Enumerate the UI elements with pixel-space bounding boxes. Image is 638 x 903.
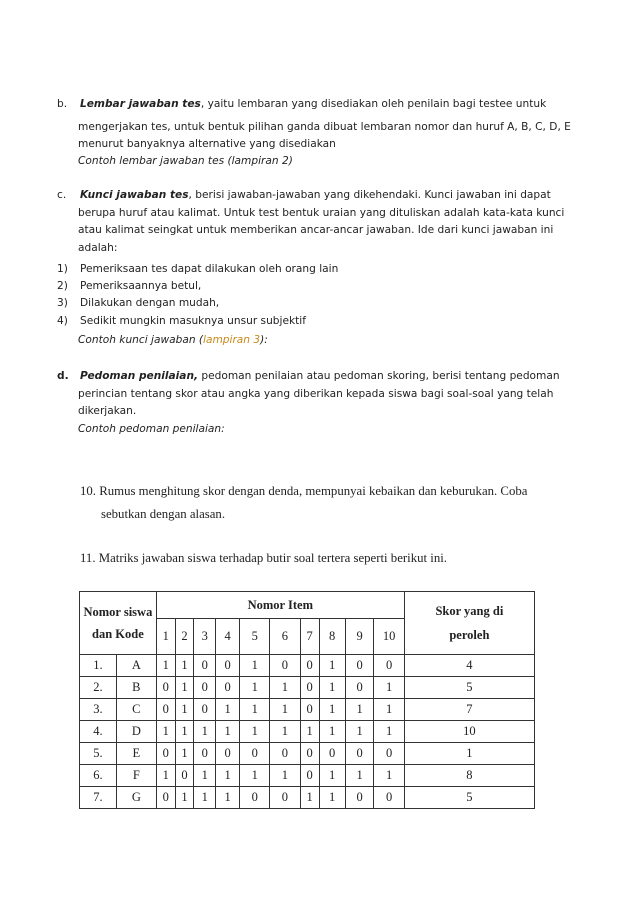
answer-cell: 1 [374, 765, 404, 787]
answer-cell: 1 [216, 721, 240, 743]
item-number: 9 [345, 619, 374, 655]
section-b-line-1-text: , yaitu lembaran yang disediakan oleh penilain bagi testee untuk [200, 98, 547, 110]
answer-cell: 0 [194, 655, 216, 677]
section-c-line-4: adalah: [78, 242, 118, 254]
answer-cell: 1 [300, 787, 319, 809]
table-header-row [80, 592, 535, 619]
answer-cell: 0 [240, 787, 270, 809]
answer-cell: 0 [374, 743, 404, 765]
question-10-line-1: 10. Rumus menghitung skor dengan denda, mempunyai kebaikan dan keburukan. Coba [80, 484, 528, 498]
answer-cell: 0 [270, 655, 301, 677]
section-c-line-1-text: , berisi jawaban-jawaban yang dikehendaki. Kunci jawaban ini dapat [188, 189, 551, 201]
answer-cell: 1 [175, 721, 194, 743]
section-c-line-3: atau kalimat seingkat untuk memberikan ancar-ancar jawaban. Ide dari kunci jawaban ini [78, 224, 554, 236]
answer-cell: 1 [300, 721, 319, 743]
answer-cell: 1 [270, 699, 301, 721]
item-number: 4 [216, 619, 240, 655]
answer-cell: 1 [156, 721, 175, 743]
answer-cell: 0 [194, 699, 216, 721]
table-row [80, 699, 535, 721]
header-items: Nomor Item [156, 592, 404, 619]
question-10-line-2: sebutkan dengan alasan. [101, 507, 226, 521]
answer-cell: 1 [216, 699, 240, 721]
student-code: E [116, 743, 156, 765]
score-cell: 4 [404, 655, 534, 677]
answer-cell: 1 [319, 655, 345, 677]
section-d-term: Pedoman penilaian, [80, 370, 199, 382]
list-item-number: 1) [57, 263, 68, 275]
answer-cell: 0 [374, 787, 404, 809]
section-d-example: Contoh pedoman penilaian: [78, 423, 225, 435]
answer-cell: 1 [319, 677, 345, 699]
row-number: 6. [80, 765, 117, 787]
row-number: 1. [80, 655, 117, 677]
answer-cell: 0 [300, 765, 319, 787]
answer-cell: 0 [175, 765, 194, 787]
score-cell: 5 [404, 677, 534, 699]
item-number: 5 [240, 619, 270, 655]
answer-cell: 0 [300, 655, 319, 677]
item-number: 10 [374, 619, 404, 655]
list-item: Pemeriksaannya betul, [80, 280, 202, 292]
table-row [80, 787, 535, 809]
section-b-line-3: menurut banyaknya alternative yang disediakan [78, 138, 336, 150]
student-code: A [116, 655, 156, 677]
answer-cell: 1 [319, 721, 345, 743]
score-cell: 10 [404, 721, 534, 743]
table-row [80, 721, 535, 743]
answer-cell: 1 [240, 765, 270, 787]
answer-cell: 1 [240, 655, 270, 677]
answer-cell: 1 [345, 699, 374, 721]
row-number: 2. [80, 677, 117, 699]
answer-cell: 0 [345, 655, 374, 677]
list-item-number: 2) [57, 280, 68, 292]
section-d-line-2: perincian tentang skor atau angka yang diberikan kepada siswa bagi soal-soal yang telah [78, 388, 554, 400]
answer-cell: 1 [156, 765, 175, 787]
answer-cell: 1 [175, 743, 194, 765]
answer-cell: 1 [216, 787, 240, 809]
answer-cell: 1 [270, 765, 301, 787]
section-b-term: Lembar jawaban tes [80, 98, 201, 110]
student-code: F [116, 765, 156, 787]
table-row [80, 677, 535, 699]
student-code: G [116, 787, 156, 809]
answer-cell: 1 [345, 721, 374, 743]
item-number: 3 [194, 619, 216, 655]
lampiran-3-link[interactable]: lampiran 3 [203, 334, 261, 346]
answer-cell: 1 [374, 677, 404, 699]
answer-cell: 0 [216, 677, 240, 699]
student-code: B [116, 677, 156, 699]
answer-cell: 0 [194, 743, 216, 765]
score-cell: 7 [404, 699, 534, 721]
answer-cell: 0 [319, 743, 345, 765]
row-number: 3. [80, 699, 117, 721]
section-c-example-prefix: Contoh kunci jawaban ( [78, 334, 204, 346]
row-number: 7. [80, 787, 117, 809]
answer-cell: 1 [194, 721, 216, 743]
list-item-number: 3) [57, 297, 68, 309]
answer-cell: 0 [240, 743, 270, 765]
score-cell: 5 [404, 787, 534, 809]
table-row [80, 743, 535, 765]
answer-cell: 1 [156, 655, 175, 677]
header-student: Nomor siswa dan Kode [80, 592, 157, 655]
answer-cell: 0 [374, 655, 404, 677]
score-cell: 8 [404, 765, 534, 787]
answer-matrix-table [79, 591, 535, 809]
item-number: 2 [175, 619, 194, 655]
answer-cell: 0 [156, 699, 175, 721]
answer-cell: 1 [175, 787, 194, 809]
section-d-line-1 [80, 370, 560, 382]
answer-cell: 1 [374, 721, 404, 743]
section-c-example [78, 334, 268, 346]
list-item-number: 4) [57, 315, 68, 327]
answer-cell: 0 [345, 787, 374, 809]
section-c-marker: c. [57, 189, 67, 201]
answer-cell: 0 [345, 743, 374, 765]
row-number: 4. [80, 721, 117, 743]
table-row [80, 765, 535, 787]
section-b-example: Contoh lembar jawaban tes (lampiran 2) [78, 155, 293, 167]
answer-cell: 1 [270, 677, 301, 699]
answer-cell: 0 [345, 677, 374, 699]
section-c-example-suffix: ): [260, 334, 268, 346]
answer-cell: 1 [194, 787, 216, 809]
answer-cell: 0 [270, 787, 301, 809]
item-number: 7 [300, 619, 319, 655]
answer-cell: 1 [374, 699, 404, 721]
section-b-line-2: mengerjakan tes, untuk bentuk pilihan ganda dibuat lembaran nomor dan huruf A, B, C, D, E [78, 121, 571, 133]
student-code: C [116, 699, 156, 721]
answer-cell: 1 [240, 677, 270, 699]
answer-cell: 0 [216, 655, 240, 677]
section-c-line-1 [80, 189, 551, 201]
section-c-term: Kunci jawaban tes [80, 189, 189, 201]
answer-cell: 1 [319, 699, 345, 721]
answer-cell: 1 [319, 765, 345, 787]
list-item: Sedikit mungkin masuknya unsur subjektif [80, 315, 306, 327]
section-b-line-1 [80, 98, 546, 110]
answer-cell: 1 [175, 677, 194, 699]
item-number: 1 [156, 619, 175, 655]
item-number: 6 [270, 619, 301, 655]
item-number: 8 [319, 619, 345, 655]
answer-cell: 0 [156, 677, 175, 699]
answer-cell: 1 [194, 765, 216, 787]
score-cell: 1 [404, 743, 534, 765]
answer-cell: 0 [156, 787, 175, 809]
answer-cell: 1 [175, 699, 194, 721]
answer-cell: 1 [240, 699, 270, 721]
answer-cell: 0 [300, 699, 319, 721]
answer-cell: 1 [270, 721, 301, 743]
list-item: Dilakukan dengan mudah, [80, 297, 220, 309]
row-number: 5. [80, 743, 117, 765]
table-row [80, 655, 535, 677]
section-b-marker: b. [57, 98, 68, 110]
list-item: Pemeriksaan tes dapat dilakukan oleh orang lain [80, 263, 339, 275]
answer-cell: 0 [216, 743, 240, 765]
header-score: Skor yang di peroleh [404, 592, 534, 655]
answer-cell: 1 [240, 721, 270, 743]
answer-cell: 0 [194, 677, 216, 699]
student-code: D [116, 721, 156, 743]
section-d-line-1-text: pedoman penilaian atau pedoman skoring, berisi tentang pedoman [198, 370, 560, 382]
section-d-line-3: dikerjakan. [78, 405, 137, 417]
section-d-marker: d. [57, 370, 69, 382]
section-c-line-2: berupa huruf atau kalimat. Untuk test bentuk uraian yang dituliskan adalah kata-kata kunci [78, 207, 565, 219]
answer-cell: 0 [300, 677, 319, 699]
answer-cell: 0 [300, 743, 319, 765]
question-11-text: 11. Matriks jawaban siswa terhadap butir soal tertera seperti berikut ini. [80, 551, 447, 565]
answer-cell: 0 [156, 743, 175, 765]
answer-cell: 1 [319, 787, 345, 809]
table-body [80, 655, 535, 809]
answer-cell: 1 [345, 765, 374, 787]
answer-cell: 1 [216, 765, 240, 787]
answer-cell: 1 [175, 655, 194, 677]
answer-cell: 0 [270, 743, 301, 765]
